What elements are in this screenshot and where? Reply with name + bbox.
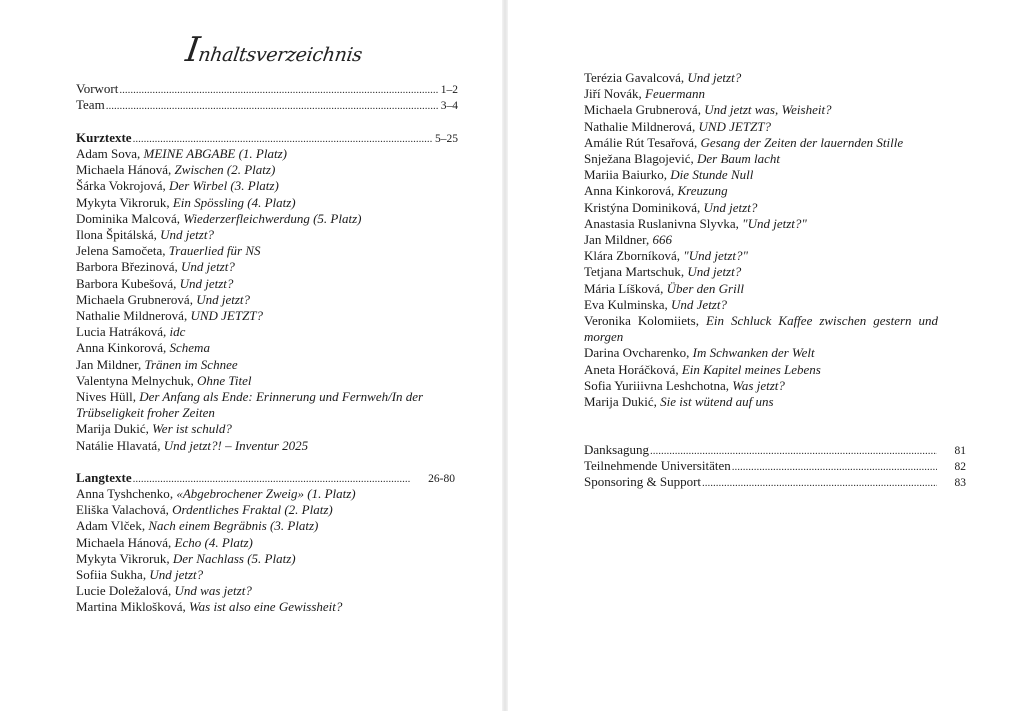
entry-author: Anna Tyshchenko (76, 486, 170, 501)
toc-title: Inhaltsverzeichnis (183, 30, 364, 70)
entry-author: Nives Hüll (76, 389, 133, 404)
leader-dots (702, 475, 936, 491)
entry-author: Klára Zborníková (584, 248, 677, 264)
list-item (76, 146, 287, 162)
entry-work: Und was jetzt? (174, 583, 252, 599)
entry-author: Michaela Grubnerová (76, 291, 190, 307)
entry-separator: , (168, 162, 175, 178)
entry-separator: , (132, 389, 140, 404)
toc-page: 26-80 (428, 473, 455, 485)
entry-author: Marija Dukić (584, 394, 654, 409)
entry-author: Marija Dukić (76, 421, 146, 437)
entry-separator: , (638, 86, 646, 102)
entry-separator: , (142, 567, 150, 582)
entry-separator: , (664, 296, 672, 312)
leader-dots (133, 131, 433, 147)
toc-row-danksagung (584, 442, 966, 458)
entry-work: MEINE ABGABE (1. Platz) (143, 146, 287, 161)
list-item (584, 313, 938, 345)
entry-author: Kristýna Dominiková (584, 199, 698, 215)
list-item (76, 583, 252, 599)
list-item (584, 167, 753, 183)
toc-row-universitaeten (584, 458, 966, 474)
entry-author: Anastasia Ruslanivna Slyvka (584, 215, 736, 231)
entry-author: Mariia Baiurko (584, 167, 664, 183)
entry-author: Martina Miklošková (76, 599, 183, 615)
list-item (76, 599, 342, 615)
entry-work: Und jetzt? (703, 199, 758, 215)
entry-author: Veronika Kolomiiets (584, 313, 696, 328)
list-item (76, 357, 238, 373)
entry-author: Terézia Gavalcová (584, 70, 681, 85)
entry-separator: , (680, 264, 688, 280)
list-item (584, 264, 741, 280)
toc-label: Sponsoring & Support (584, 474, 702, 489)
toc-row-team (76, 97, 458, 113)
entry-work: Und jetzt? (687, 70, 742, 85)
entry-work: Und jetzt was, Weisheit? (704, 102, 832, 118)
list-item (584, 70, 741, 86)
entry-author: Šárka Vokrojová (76, 178, 163, 194)
entry-work: Wer ist schuld? (152, 421, 232, 437)
entry-work: Ohne Titel (196, 372, 252, 388)
entry-author: Natálie Hlavatá (76, 437, 158, 453)
entry-work: Echo (4. Platz) (174, 534, 253, 550)
entry-work: Ein Spössling (4. Platz) (172, 194, 296, 210)
entry-author: Adam Vlček (76, 518, 142, 534)
toc-row-sponsoring (584, 474, 966, 490)
entry-separator: , (137, 356, 145, 372)
entry-work: Ordentliches Fraktal (2. Platz) (172, 502, 333, 518)
entry-separator: , (697, 102, 705, 118)
list-item (76, 486, 356, 502)
entry-author: Jan Mildner (584, 232, 646, 247)
entry-author: Jan Mildner (76, 356, 138, 372)
entry-separator: , (162, 178, 170, 194)
toc-page: 81 (954, 445, 966, 457)
entry-separator: , (137, 146, 144, 161)
entry-separator: , (165, 502, 173, 518)
list-item (76, 276, 233, 292)
list-item (76, 389, 438, 421)
entry-work: Trauerlied für NS (168, 243, 261, 259)
list-item (76, 178, 279, 194)
entry-work: Und jetzt? (181, 259, 235, 275)
toc-label: Langtexte (76, 470, 132, 485)
entry-author: Dominika Malcová (76, 210, 177, 226)
toc-row-langtexte (76, 470, 455, 486)
toc-label: Team (76, 97, 105, 112)
entry-separator: , (686, 345, 693, 361)
entry-work: Der Wirbel (3. Platz) (169, 178, 279, 194)
entry-work: "Und jetzt?" (742, 215, 807, 231)
entry-work: Der Anfang als Ende: Erinnerung und Fernweh/In der Trübseligkeit froher Zeiten (76, 389, 424, 421)
entry-author: Mykyta Vikroruk (76, 550, 167, 566)
entry-work: Und jetzt? (196, 291, 251, 307)
list-item (584, 102, 832, 118)
entry-separator: , (173, 275, 180, 291)
list-item (584, 200, 757, 216)
entry-work: Die Stunde Null (670, 167, 754, 183)
entry-separator: , (675, 361, 682, 377)
entry-author: Adam Sova (76, 146, 138, 161)
toc-row-vorwort (76, 81, 458, 97)
entry-author: Lucie Doležalová (76, 583, 169, 599)
entry-work: Und jetzt? (179, 275, 234, 291)
list-item (584, 281, 744, 297)
entry-separator: , (189, 291, 197, 307)
list-item (584, 378, 785, 394)
leader-dots (133, 471, 411, 487)
entry-separator: , (183, 308, 191, 323)
entry-separator: , (153, 227, 161, 242)
entry-work: Sie ist wütend auf uns (660, 394, 774, 409)
entry-work: Nach einem Begräbnis (3. Platz) (148, 518, 319, 534)
list-item (76, 567, 203, 583)
list-item (76, 259, 235, 275)
entry-work: Über den Grill (666, 280, 744, 296)
leader-dots (106, 98, 439, 114)
list-item (76, 195, 296, 211)
list-item (584, 297, 727, 313)
entry-work: Was jetzt? (732, 377, 785, 393)
entry-work: Und jetzt? (160, 227, 214, 242)
entry-author: Jiří Novák (584, 86, 639, 102)
toc-label: Teilnehmende Universitäten (584, 458, 731, 473)
entry-author: Tetjana Martschuk (584, 264, 681, 280)
entry-author: Mária Líšková (584, 280, 661, 296)
entry-separator: , (663, 167, 671, 183)
toc-label: Vorwort (76, 81, 119, 96)
entry-separator: , (653, 394, 661, 409)
right-page (508, 0, 1009, 711)
entry-work: Ein Schluck Kaffee zwischen gestern und morgen (584, 313, 939, 345)
list-item (76, 340, 210, 356)
entry-separator: , (168, 534, 175, 550)
entry-author: Snježana Blagojević (584, 151, 691, 166)
entry-author: Valentyna Melnychuk (76, 372, 191, 388)
list-item (76, 243, 261, 259)
entry-author: Michaela Grubnerová (584, 102, 698, 118)
entry-work: Zwischen (2. Platz) (174, 162, 276, 178)
entry-separator: , (697, 199, 704, 215)
entry-separator: , (162, 324, 170, 340)
toc-page: 1–2 (440, 84, 458, 96)
entry-work: Und Jetzt? (671, 296, 727, 312)
entry-separator: , (690, 151, 697, 166)
toc-page: 83 (954, 477, 966, 489)
entry-work: UND JETZT? (698, 118, 772, 134)
entry-work: Was ist also eine Gewissheit? (189, 599, 343, 615)
entry-work: Im Schwanken der Welt (692, 345, 815, 361)
entry-author: Barbora Kubešová (76, 275, 174, 291)
list-item (584, 232, 672, 248)
toc-page: 82 (954, 461, 966, 473)
entry-work: Tränen im Schnee (144, 356, 238, 372)
entry-separator: , (166, 194, 173, 210)
entry-separator: , (680, 70, 688, 85)
list-item (76, 211, 361, 227)
leader-dots (119, 82, 438, 98)
entry-separator: , (157, 437, 164, 453)
entry-author: Eliška Valachová (76, 502, 166, 518)
entry-author: Nathalie Mildnerová (584, 118, 692, 134)
entry-separator: , (735, 215, 743, 231)
entry-separator: , (141, 518, 149, 534)
entry-work: «Abgebrochener Zweig» (1. Platz) (176, 486, 356, 501)
entry-separator: , (671, 183, 678, 199)
list-item (76, 438, 308, 454)
list-item (584, 216, 807, 232)
toc-page: 3–4 (440, 100, 458, 112)
entry-separator: , (660, 280, 667, 296)
list-item (76, 373, 251, 389)
list-item (584, 119, 771, 135)
list-item (76, 421, 232, 437)
list-item (584, 151, 780, 167)
entry-work: Schema (169, 340, 210, 356)
entry-author: Amálie Rút Tesařová (584, 134, 695, 150)
entry-author: Michaela Hánová (76, 162, 169, 178)
entry-author: Anna Kinkorová (584, 183, 672, 199)
entry-work: Der Baum lacht (697, 151, 781, 166)
leader-dots (650, 443, 937, 459)
entry-work: Und jetzt? (687, 264, 742, 280)
entry-author: Ilona Špitálská (76, 227, 154, 242)
entry-author: Barbora Březinová (76, 259, 175, 275)
entry-work: Und jetzt?! – Inventur 2025 (163, 437, 309, 453)
list-item (76, 308, 263, 324)
entry-separator: , (695, 313, 706, 328)
entry-separator: , (676, 248, 684, 264)
entry-author: Anna Kinkorová (76, 340, 164, 356)
entry-work: Der Nachlass (5. Platz) (172, 550, 296, 566)
list-item (76, 518, 318, 534)
entry-work: idc (169, 324, 186, 340)
list-item (76, 535, 253, 551)
entry-work: Kreuzung (677, 183, 728, 199)
entry-work: Gesang der Zeiten der lauernden Stille (700, 134, 904, 150)
list-item (584, 394, 774, 410)
entry-author: Lucia Hatráková (76, 324, 163, 340)
list-item (584, 135, 903, 151)
entry-author: Darina Ovcharenko (584, 345, 687, 361)
entry-author: Aneta Horáčková (584, 361, 676, 377)
list-item (76, 551, 296, 567)
entry-work: UND JETZT? (190, 308, 264, 323)
toc-page: 5–25 (435, 133, 458, 145)
entry-separator: , (168, 583, 175, 599)
leader-dots (732, 459, 937, 475)
entry-separator: , (190, 372, 197, 388)
left-page (0, 0, 502, 711)
entry-author: Mykyta Vikroruk (76, 194, 167, 210)
list-item (76, 502, 333, 518)
entry-author: Eva Kulminska (584, 296, 665, 312)
entry-work: 666 (652, 232, 672, 247)
entry-author: Michaela Hánová (76, 534, 169, 550)
toc-label: Danksagung (584, 442, 649, 457)
entry-work: Ein Kapitel meines Lebens (681, 361, 821, 377)
entry-work: "Und jetzt?" (683, 248, 749, 264)
list-item (584, 362, 821, 378)
toc-label: Kurztexte (76, 130, 132, 145)
entry-separator: , (691, 118, 699, 134)
entry-work: Und jetzt? (149, 567, 204, 582)
entry-work: Wiederzerfleichwerdung (5. Platz) (183, 210, 362, 226)
list-item (76, 292, 250, 308)
entry-author: Sofiia Sukha (76, 567, 143, 582)
entry-author: Sofia Yuriiivna Leshchotna (584, 377, 726, 393)
entry-separator: , (145, 421, 153, 437)
list-item (76, 162, 275, 178)
entry-separator: , (166, 550, 173, 566)
entry-separator: , (174, 259, 182, 275)
list-item (584, 183, 728, 199)
list-item (76, 227, 214, 243)
list-item (76, 324, 185, 340)
toc-row-kurztexte (76, 130, 458, 146)
list-item (584, 345, 815, 361)
entry-author: Nathalie Mildnerová (76, 308, 184, 323)
entry-separator: , (645, 232, 653, 247)
entry-author: Jelena Samočeta (76, 243, 163, 259)
entry-separator: , (163, 340, 170, 356)
entry-separator: , (162, 243, 169, 259)
entry-work: Feuermann (645, 86, 705, 102)
entry-separator: , (694, 134, 701, 150)
entry-separator: , (182, 599, 190, 615)
entry-separator: , (176, 210, 184, 226)
list-item (584, 248, 748, 264)
entry-separator: , (169, 486, 177, 501)
list-item (584, 86, 705, 102)
entry-separator: , (725, 377, 733, 393)
